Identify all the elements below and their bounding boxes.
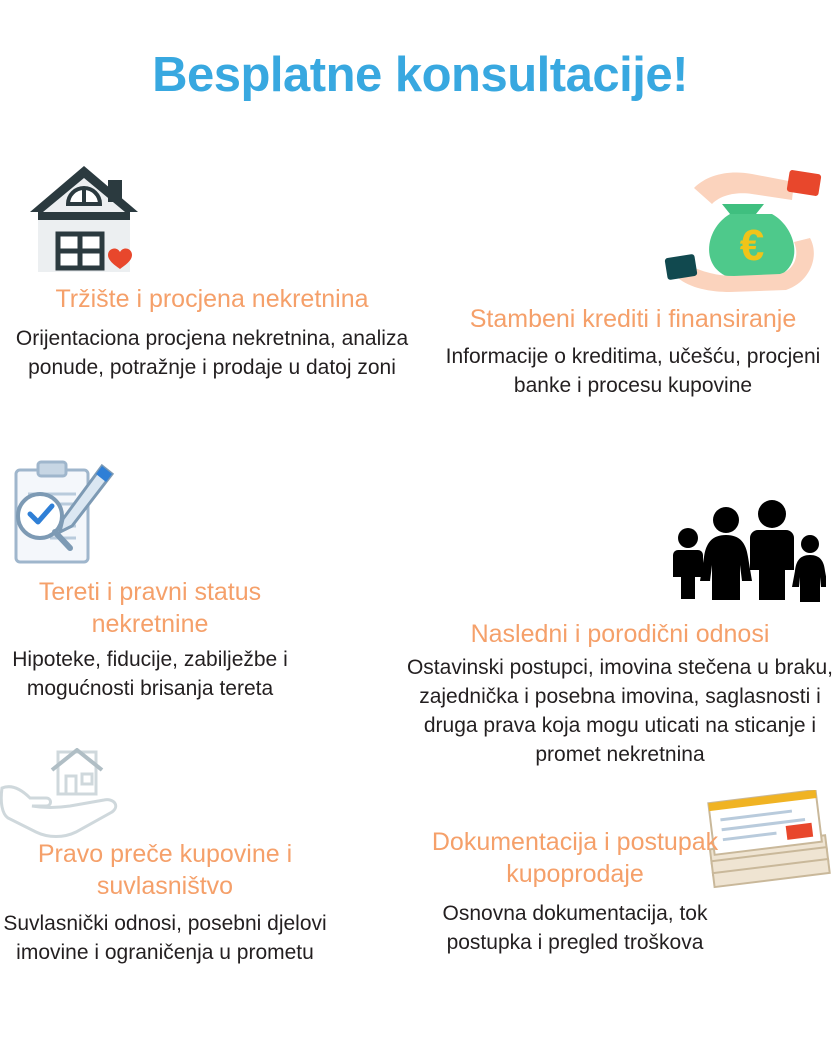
section-text: Hipoteke, fiducije, zabilježbe i mogućnosti brisanja tereta bbox=[12, 648, 288, 700]
section-dokumentacija bbox=[420, 826, 730, 958]
section-text: Osnovna dokumentacija, tok postupka i pregled troškova bbox=[442, 902, 708, 954]
house-icon bbox=[24, 160, 144, 278]
section-heading: Stambeni krediti i finansiranje bbox=[469, 305, 797, 333]
family-icon bbox=[668, 492, 826, 602]
section-text: Orijentaciona procjena nekretnina, analiza ponude, potražnje i prodaje u datoj zoni bbox=[15, 327, 409, 379]
section-heading: Tereti i pravni status nekretnine bbox=[38, 578, 262, 638]
page-title: Besplatne konsultacije! bbox=[152, 47, 688, 102]
section-nasledni bbox=[400, 618, 840, 770]
section-pravo-prece-kupovine bbox=[0, 838, 330, 968]
section-text: Ostavinski postupci, imovina stečena u braku, zajednička i posebna imovina, saglasnosti i druga prava koja mogu uticati na sticanje i promet nekretnina bbox=[406, 656, 834, 766]
section-text: Suvlasnički odnosi, posebni djelovi imovine i ograničenja u prometu bbox=[3, 912, 327, 964]
section-heading: Pravo preče kupovine i suvlasništvo bbox=[37, 840, 293, 900]
clipboard-magnifier-icon bbox=[6, 460, 124, 570]
svg-text:€: € bbox=[739, 221, 765, 270]
section-heading: Nasledni i porodični odnosi bbox=[470, 620, 770, 648]
section-text: Informacije o kreditima, učešću, procjeni banke i procesu kupovine bbox=[445, 345, 821, 397]
section-tereti bbox=[0, 576, 300, 704]
hand-holding-house-icon bbox=[0, 748, 132, 840]
section-heading: Tržište i procjena nekretnina bbox=[55, 285, 369, 313]
section-krediti bbox=[426, 303, 840, 401]
money-bag-hands-icon bbox=[660, 160, 832, 295]
section-trziste bbox=[0, 283, 424, 383]
section-heading: Dokumentacija i postupak kupoprodaje bbox=[431, 828, 719, 888]
